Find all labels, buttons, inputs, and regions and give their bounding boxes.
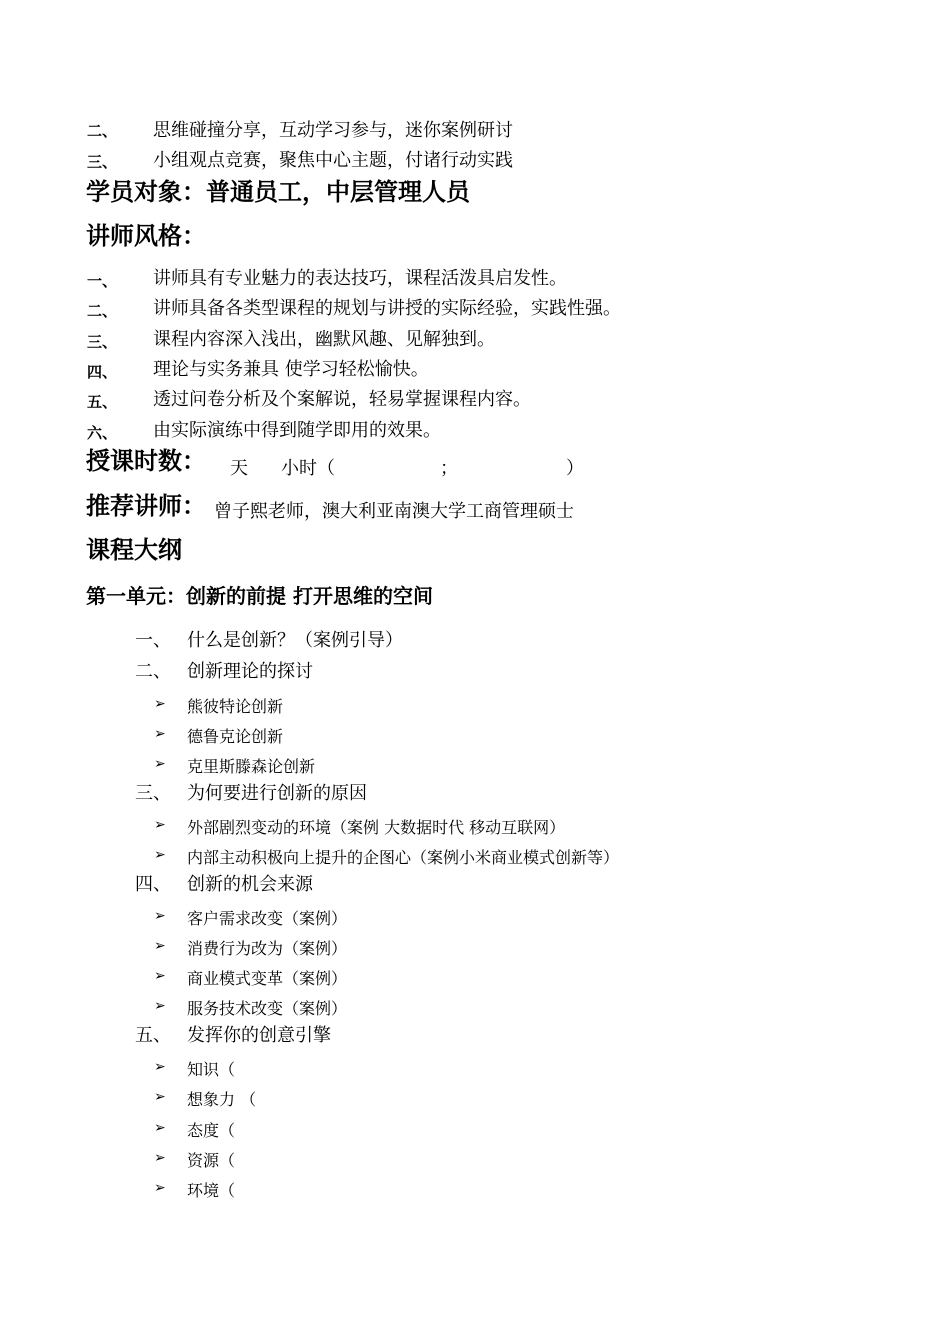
outline-heading: 课程大纲 — [86, 536, 182, 564]
list-number: 五、 — [87, 393, 118, 411]
sub-item: 知识（ — [187, 1060, 236, 1079]
list-number: 三、 — [87, 333, 118, 351]
bullet-arrow-icon: ➢ — [154, 1150, 166, 1166]
hours-heading: 授课时数： — [86, 447, 206, 475]
bullet-arrow-icon: ➢ — [154, 1059, 166, 1075]
style-heading: 讲师风格： — [86, 222, 206, 250]
bullet-arrow-icon: ➢ — [154, 847, 166, 863]
list-number: 三、 — [87, 153, 118, 171]
sub-item: 资源（ — [187, 1151, 236, 1170]
hours-semicolon: ； — [440, 458, 458, 479]
section-title: 什么是创新？（案例引导） — [187, 630, 403, 651]
sub-item: 内部主动积极向上提升的企图心（案例小米商业模式创新等） — [187, 848, 620, 867]
section-number: 五、 — [135, 1025, 171, 1046]
section-title: 发挥你的创意引擎 — [187, 1025, 331, 1046]
hours-close: ） — [566, 458, 584, 479]
list-number: 四、 — [87, 363, 118, 381]
list-number: 二、 — [87, 122, 118, 140]
style-item: 透过问卷分析及个案解说，轻易掌握课程内容。 — [153, 389, 531, 410]
section-number: 二、 — [135, 661, 171, 682]
method-item: 思维碰撞分享，互动学习参与，迷你案例研讨 — [153, 120, 513, 141]
unit-title: 第一单元：创新的前提 打开思维的空间 — [86, 584, 433, 608]
sub-item: 客户需求改变（案例） — [187, 909, 348, 928]
bullet-arrow-icon: ➢ — [154, 998, 166, 1014]
section-number: 三、 — [135, 783, 171, 804]
list-number: 六、 — [87, 424, 118, 442]
bullet-arrow-icon: ➢ — [154, 817, 166, 833]
sub-item: 克里斯滕森论创新 — [187, 757, 316, 776]
style-item: 课程内容深入浅出，幽默风趣、见解独到。 — [153, 329, 495, 350]
sub-item: 外部剧烈变动的环境（案例 大数据时代 移动互联网） — [187, 818, 566, 837]
bullet-arrow-icon: ➢ — [154, 938, 166, 954]
bullet-arrow-icon: ➢ — [154, 1180, 166, 1196]
section-number: 一、 — [135, 630, 171, 651]
style-item: 讲师具备各类型课程的规划与讲授的实际经验，实践性强。 — [153, 298, 621, 319]
sub-item: 商业模式变革（案例） — [187, 969, 348, 988]
section-title: 为何要进行创新的原因 — [187, 783, 367, 804]
style-item: 讲师具有专业魅力的表达技巧，课程活泼具启发性。 — [153, 268, 567, 289]
bullet-arrow-icon: ➢ — [154, 696, 166, 712]
teacher-value: 曾子熙老师，澳大利亚南澳大学工商管理硕士 — [214, 501, 574, 522]
bullet-arrow-icon: ➢ — [154, 908, 166, 924]
sub-item: 想象力 （ — [187, 1090, 257, 1109]
sub-item: 态度（ — [187, 1121, 236, 1140]
method-item: 小组观点竞赛，聚焦中心主题，付诸行动实践 — [153, 150, 513, 171]
sub-item: 服务技术改变（案例） — [187, 999, 348, 1018]
sub-item: 熊彼特论创新 — [187, 697, 284, 716]
sub-item: 消费行为改为（案例） — [187, 939, 348, 958]
sub-item: 德鲁克论创新 — [187, 727, 284, 746]
style-item: 由实际演练中得到随学即用的效果。 — [153, 420, 441, 441]
bullet-arrow-icon: ➢ — [154, 1089, 166, 1105]
style-item: 理论与实务兼具 使学习轻松愉快。 — [153, 359, 429, 380]
section-number: 四、 — [135, 874, 171, 895]
teacher-heading: 推荐讲师： — [86, 492, 206, 520]
hours-hour: 小时（ — [281, 458, 335, 479]
section-title: 创新的机会来源 — [187, 874, 313, 895]
bullet-arrow-icon: ➢ — [154, 756, 166, 772]
bullet-arrow-icon: ➢ — [154, 968, 166, 984]
list-number: 一、 — [87, 272, 118, 290]
section-title: 创新理论的探讨 — [187, 661, 313, 682]
sub-item: 环境（ — [187, 1181, 236, 1200]
audience-heading: 学员对象：普通员工，中层管理人员 — [86, 178, 470, 206]
list-number: 二、 — [87, 302, 118, 320]
hours-day: 天 — [230, 458, 248, 479]
bullet-arrow-icon: ➢ — [154, 1120, 166, 1136]
bullet-arrow-icon: ➢ — [154, 726, 166, 742]
